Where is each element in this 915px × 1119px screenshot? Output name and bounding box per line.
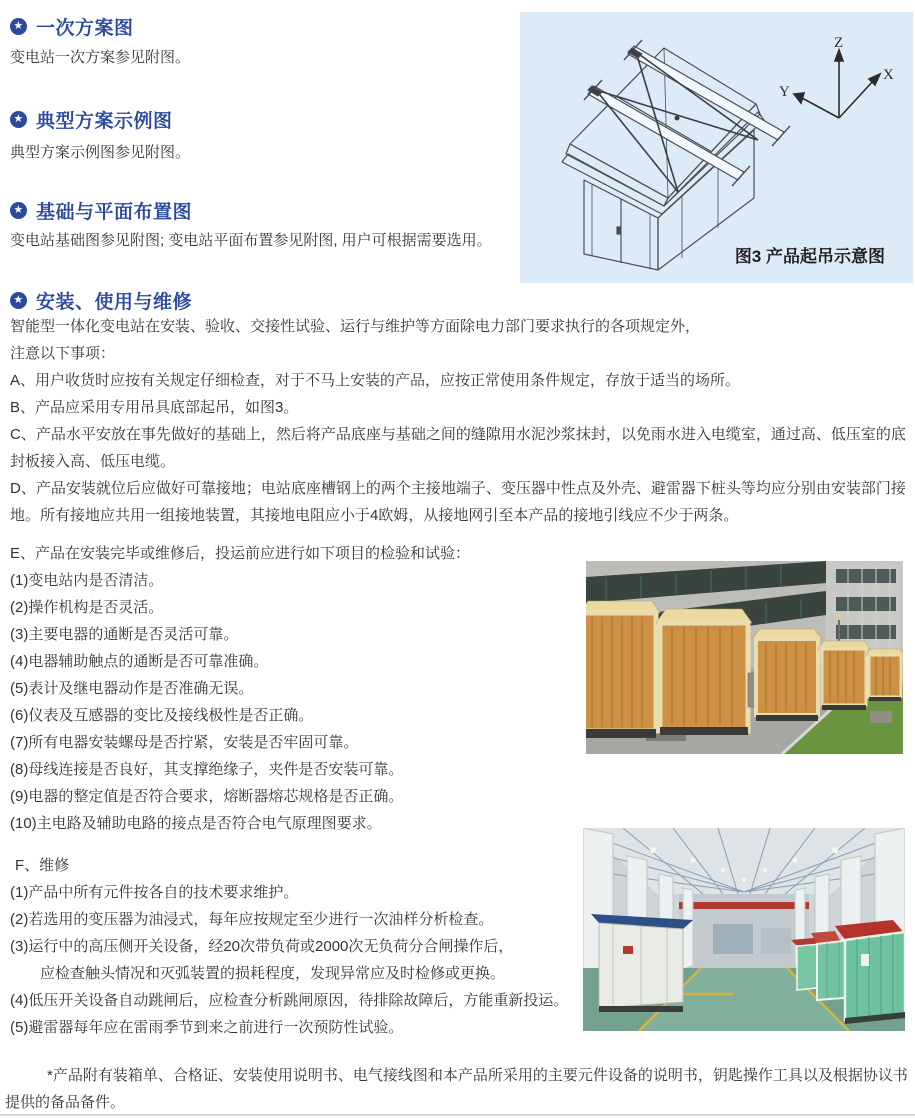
maintenance-item: (1)产品中所有元件按各自的技术要求维护。 <box>10 884 299 901</box>
axis-label-z: Z <box>834 35 844 51</box>
maintenance-item: (3)运行中的高压侧开关设备，经20次带负荷或2000次无负荷分合闸操作后， <box>10 938 514 955</box>
install-item-b: B、产品应采用专用吊具底部起吊，如图3。 <box>10 399 299 416</box>
primary-scheme-body: 变电站一次方案参见附图。 <box>10 49 191 66</box>
section-title-text: 基础与平面布置图 <box>36 202 193 223</box>
inspection-checklist <box>10 540 582 837</box>
page-bottom-rule <box>0 1114 915 1116</box>
figure3-caption: 图3 产品起吊示意图 <box>734 247 885 266</box>
installation-intro-block <box>10 313 913 529</box>
install-item-c: C、产品水平安放在事先做好的基础上，然后将产品底座与基础之间的缝隙用水泥沙浆抹封，以免雨水进入电缆室，通过高、低压室的底封板接入高、低压电缆。 <box>10 426 906 470</box>
section-title-foundation-layout <box>10 197 192 224</box>
axis-label-y: Y <box>779 84 790 100</box>
checklist-item: (8)母线连接是否良好，其支撑绝缘子，夹件是否安装可靠。 <box>10 761 404 778</box>
install-intro-line1: 智能型一体化变电站在安装、验收、交接性试验、运行与维护等方面除电力部门要求执行的各项规定外， <box>10 318 701 335</box>
section-title-primary-scheme <box>10 13 134 40</box>
maintenance-item-continuation: 应检查触头情况和灭弧装置的损耗程度，发现异常应及时检修或更换。 <box>40 965 506 982</box>
section-title-text: 安装、使用与维修 <box>36 292 193 313</box>
checklist-item: (6)仪表及互感器的变比及接线极性是否正确。 <box>10 707 314 724</box>
section-title-installation <box>10 287 192 314</box>
checklist-item: (7)所有电器安装螺母是否拧紧，安装是否牢固可靠。 <box>10 734 359 751</box>
checklist-item: (10)主电路及辅助电路的接点是否符合电气原理图要求。 <box>10 815 382 832</box>
checklist-item: (1)变电站内是否清洁。 <box>10 572 164 589</box>
checklist-e-title: E、产品在安装完毕或维修后，投运前应进行如下项目的检验和试验： <box>10 545 471 562</box>
install-intro-line2: 注意以下事项： <box>10 345 116 362</box>
maintenance-list <box>10 852 582 1041</box>
maintenance-item: (2)若选用的变压器为油浸式，每年应按规定至少进行一次油样分析检查。 <box>10 911 494 928</box>
maintenance-item: (5)避雷器每年应在雷雨季节到来之前进行一次预防性试验。 <box>10 1019 404 1036</box>
typical-scheme-body: 典型方案示例图参见附图。 <box>10 144 191 161</box>
star-bullet-icon: ★ <box>10 111 27 128</box>
install-item-a: A、用户收货时应按有关规定仔细检查，对于不马上安装的产品，应按正常使用条件规定，存放于适当的场所。 <box>10 372 741 389</box>
star-bullet-icon: ★ <box>10 202 27 219</box>
section-title-text: 一次方案图 <box>36 18 134 39</box>
install-item-d: D、产品安装就位后应做好可靠接地；电站底座槽钢上的两个主接地端子、变压器中性点及外壳、避雷器下桩头等均应分别由安装部门接地。所有接地应共用一组接地装置，其接地电阻应小于4欧姆，从接地网引至本产品的接地引线应不少于两条。 <box>10 480 906 524</box>
checklist-item: (4)电器辅助触点的通断是否可靠准确。 <box>10 653 269 670</box>
maintenance-item: (4)低压开关设备自动跳闸后，应检查分析跳闸原因，待排除故障后，方能重新投运。 <box>10 992 569 1009</box>
maintenance-f-title: F、维修 <box>15 857 70 874</box>
star-bullet-icon: ★ <box>10 18 27 35</box>
photo-factory-interior <box>583 828 905 1031</box>
section-title-typical-scheme <box>10 106 173 133</box>
checklist-item: (3)主要电器的通断是否灵活可靠。 <box>10 626 239 643</box>
foundation-layout-body: 变电站基础图参见附图; 变电站平面布置参见附图, 用户可根据需要选用。 <box>10 232 492 249</box>
checklist-item: (9)电器的整定值是否符合要求，熔断器熔芯规格是否正确。 <box>10 788 404 805</box>
footnote: *产品附有装箱单、合格证、安装使用说明书、电气接线图和本产品所采用的主要元件设备的说明书，钥匙操作工具以及根据协议书提供的备品备件。 <box>5 1067 908 1111</box>
section-title-text: 典型方案示例图 <box>36 111 173 132</box>
figure3-panel <box>520 12 913 283</box>
lifting-diagram <box>532 22 800 274</box>
checklist-item: (5)表计及继电器动作是否准确无误。 <box>10 680 254 697</box>
axis-label-x: X <box>883 67 894 83</box>
photo-outdoor-substations <box>586 561 903 754</box>
coordinate-axes <box>777 34 895 138</box>
star-bullet-icon: ★ <box>10 292 27 309</box>
checklist-item: (2)操作机构是否灵活。 <box>10 599 164 616</box>
